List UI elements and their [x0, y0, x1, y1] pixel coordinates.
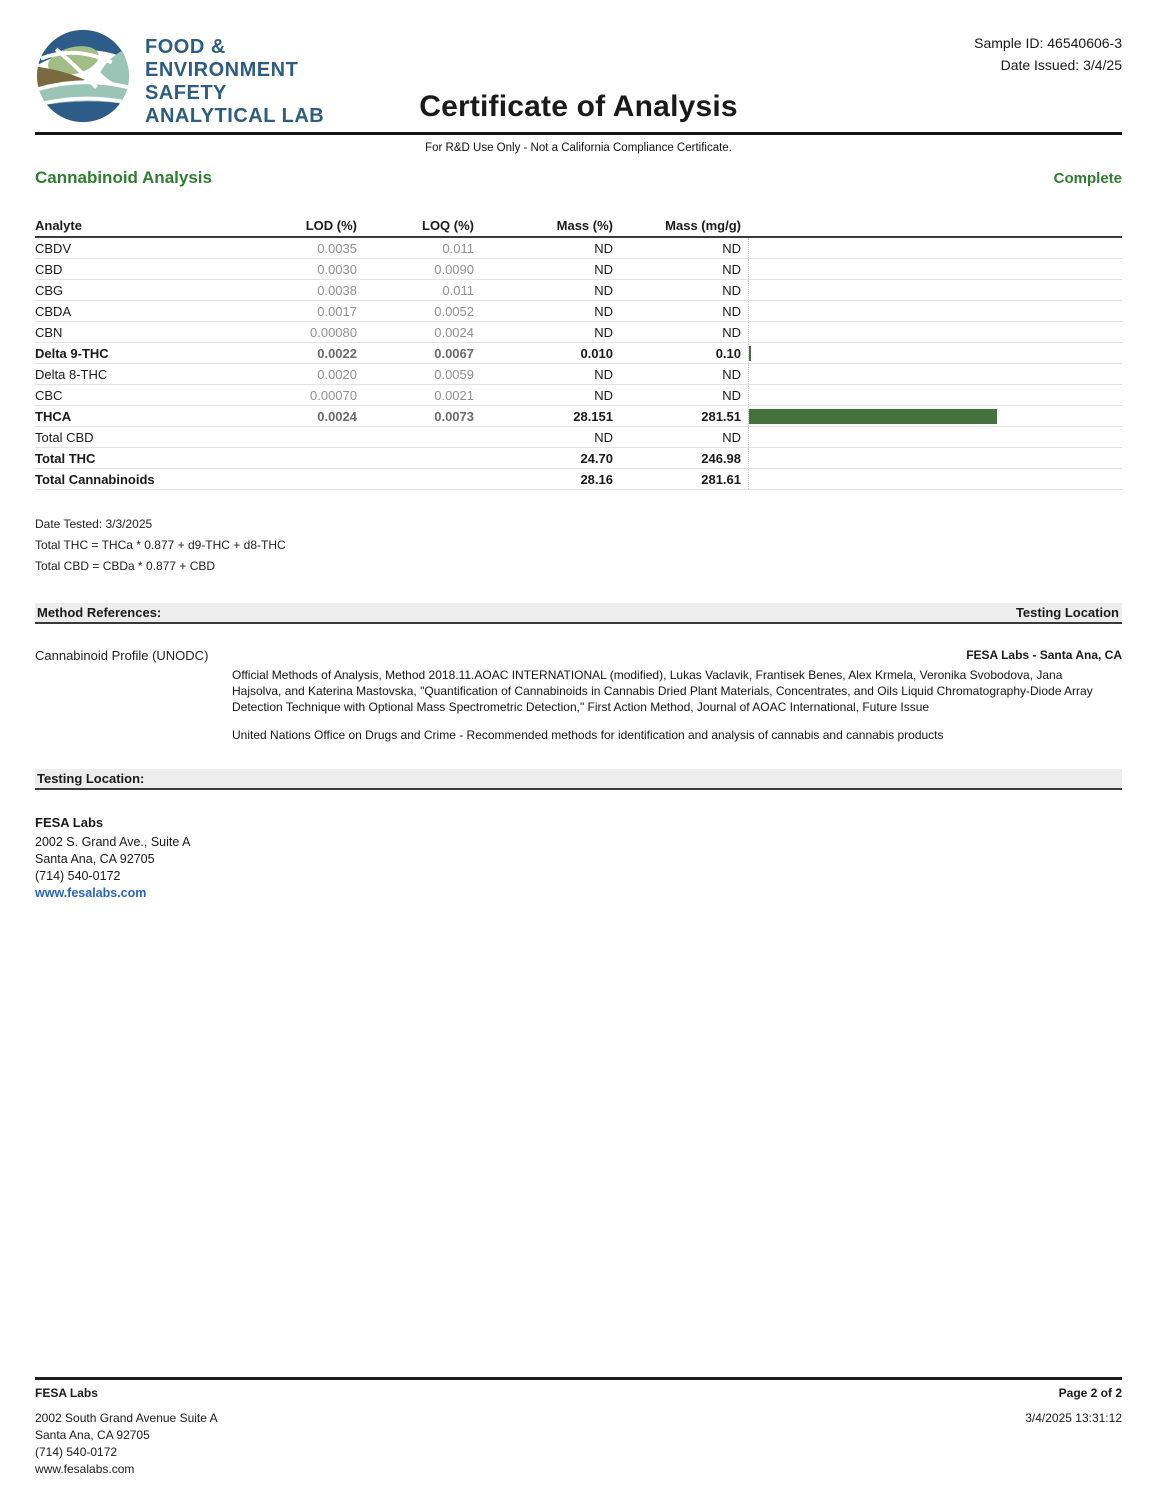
mass-bar-track [748, 343, 1122, 363]
table-row [35, 343, 1122, 364]
sample-meta [974, 28, 1122, 76]
print-timestamp: 3/4/2025 13:31:12 [1025, 1411, 1122, 1425]
footer-lab-name: FESA Labs [35, 1386, 98, 1400]
lab-name-line2: ENVIRONMENT [145, 59, 299, 81]
table-row [35, 406, 1122, 427]
analysis-title: Cannabinoid Analysis [35, 168, 212, 187]
testing-location-band [35, 769, 1122, 790]
cell-mass-pct: ND [594, 240, 613, 256]
table-row [35, 280, 1122, 301]
col-lod: LOD (%) [305, 217, 357, 233]
cannabinoid-table [35, 214, 1122, 490]
method-references-band [35, 603, 1122, 624]
compliance-note: For R&D Use Only - Not a California Compliance Certificate. [425, 142, 732, 154]
total-cbd-formula: Total CBD = CBDa * 0.877 + CBD [35, 559, 216, 573]
lab-name-line3: SAFETY [145, 82, 227, 104]
lab-phone: (714) 540-0172 [35, 869, 121, 883]
cell-mass-mg: ND [722, 240, 741, 256]
cell-mass-mg: ND [722, 261, 741, 277]
cell-analyte: Delta 9-THC [35, 345, 109, 361]
footer-website: www.fesalabs.com [35, 1462, 135, 1476]
mass-bar-track [748, 385, 1122, 405]
cell-mass-mg: ND [722, 303, 741, 319]
cell-analyte: Total THC [35, 450, 96, 466]
cell-analyte: CBC [35, 387, 63, 403]
mass-bar-track [748, 280, 1122, 300]
cell-lod: 0.00070 [310, 387, 357, 403]
cell-mass-pct: ND [594, 324, 613, 340]
col-analyte: Analyte [35, 217, 82, 233]
cell-mass-pct: ND [594, 387, 613, 403]
date-tested-note: Date Tested: 3/3/2025 [35, 517, 153, 531]
cell-mass-mg: ND [722, 387, 741, 403]
cell-mass-mg: 246.98 [701, 450, 741, 466]
date-issued: Date Issued: 3/4/25 [1000, 57, 1122, 73]
cell-lod: 0.0017 [317, 303, 357, 319]
col-mass-mg: Mass (mg/g) [665, 217, 741, 233]
footer-address1: 2002 South Grand Avenue Suite A [35, 1411, 218, 1425]
cell-lod: 0.0022 [317, 345, 357, 361]
cell-mass-mg: ND [722, 324, 741, 340]
cell-loq: 0.011 [442, 282, 474, 298]
cell-analyte: CBDA [35, 303, 72, 319]
sample-id: Sample ID: 46540606-3 [974, 35, 1122, 51]
table-row [35, 364, 1122, 385]
cell-analyte: CBD [35, 261, 63, 277]
mass-bar-track [748, 301, 1122, 321]
table-row [35, 448, 1122, 469]
cell-mass-mg: 281.61 [701, 471, 741, 487]
cell-loq: 0.0024 [434, 324, 474, 340]
cell-mass-pct: ND [594, 282, 613, 298]
cell-lod: 0.00080 [310, 324, 357, 340]
mass-bar-track [748, 238, 1122, 258]
lab-brand [35, 28, 324, 128]
table-row [35, 301, 1122, 322]
mass-bar-track [748, 364, 1122, 384]
cell-analyte: CBG [35, 282, 64, 298]
cell-mass-pct: ND [594, 303, 613, 319]
method-row [35, 648, 1122, 663]
cell-lod: 0.0024 [317, 408, 357, 424]
cell-lod: 0.0020 [317, 366, 357, 382]
cell-analyte: THCA [35, 408, 72, 424]
mass-bar [749, 346, 751, 361]
lab-name [145, 36, 324, 128]
footer-phone: (714) 540-0172 [35, 1445, 118, 1459]
mass-bar-track [748, 469, 1122, 489]
cell-loq: 0.0073 [434, 408, 474, 424]
testing-location-label: Testing Location: [37, 771, 145, 786]
table-row [35, 427, 1122, 448]
cell-mass-pct: 28.16 [580, 471, 613, 487]
lab-address2: Santa Ana, CA 92705 [35, 852, 155, 866]
profile-label: Cannabinoid Profile (UNODC) [35, 648, 209, 663]
cell-mass-mg: ND [722, 282, 741, 298]
cell-mass-mg: 0.10 [715, 345, 741, 361]
footer-divider [35, 1377, 1122, 1380]
cell-mass-pct: 0.010 [580, 345, 613, 361]
table-body [35, 238, 1122, 490]
cell-analyte: Total Cannabinoids [35, 471, 155, 487]
col-mass-pct: Mass (%) [556, 217, 613, 233]
method-references-label: Method References: [37, 605, 162, 620]
mass-bar-track [748, 448, 1122, 468]
lab-name-line4: ANALYTICAL LAB [145, 105, 325, 127]
cell-mass-pct: 28.151 [573, 408, 613, 424]
cell-analyte: CBDV [35, 240, 72, 256]
cell-analyte: Total CBD [35, 429, 94, 445]
lab-name-text: FESA Labs [35, 815, 104, 830]
cell-analyte: Delta 8-THC [35, 366, 108, 382]
footer-address-block [35, 1410, 218, 1478]
cell-mass-mg: ND [722, 366, 741, 382]
cell-lod: 0.0035 [317, 240, 357, 256]
testing-location-block [35, 814, 1122, 902]
cell-mass-pct: ND [594, 429, 613, 445]
lab-address1: 2002 S. Grand Ave., Suite A [35, 835, 191, 849]
table-row [35, 259, 1122, 280]
cell-mass-mg: 281.51 [701, 408, 741, 424]
cell-loq: 0.0059 [434, 366, 474, 382]
page-number: Page 2 of 2 [1058, 1386, 1122, 1400]
fesa-lab-logo-icon [35, 28, 131, 124]
col-bar-spacer [748, 214, 1122, 236]
cell-mass-pct: 24.70 [580, 450, 613, 466]
header-divider [35, 132, 1122, 135]
cell-loq: 0.0021 [434, 387, 474, 403]
method-paragraphs [232, 667, 1112, 743]
cell-lod: 0.0038 [317, 282, 357, 298]
col-loq: LOQ (%) [422, 217, 474, 233]
cell-loq: 0.0090 [434, 261, 474, 277]
cell-loq: 0.011 [442, 240, 474, 256]
footer-address2: Santa Ana, CA 92705 [35, 1428, 150, 1442]
testing-location-band-label: Testing Location [1015, 605, 1119, 620]
analysis-section-header [35, 168, 1122, 188]
testing-location-value: FESA Labs - Santa Ana, CA [966, 648, 1122, 662]
cell-analyte: CBN [35, 324, 63, 340]
unodc-reference: United Nations Office on Drugs and Crime - Recommended methods for identification and analysis of cannabis and cannabis products [232, 728, 944, 742]
lab-name-line1: FOOD & [145, 36, 226, 58]
mass-bar [749, 409, 997, 424]
table-row [35, 385, 1122, 406]
mass-bar-track [748, 259, 1122, 279]
table-header-row [35, 214, 1122, 238]
lab-website-link[interactable]: www.fesalabs.com [35, 886, 147, 900]
total-thc-formula: Total THC = THCa * 0.877 + d9-THC + d8-THC [35, 538, 286, 552]
mass-bar-track [748, 406, 1122, 426]
cell-lod: 0.0030 [317, 261, 357, 277]
aoac-reference: Official Methods of Analysis, Method 2018.11.AOAC INTERNATIONAL (modified), Lukas Vaclavik, Frantisek Benes, Alex Krmela, Veronika Svobodova, Jana Hajsolva, and Katerina Mastovska, "Quantification of Cannabinoids in Cannabis Dried Plant Materials, Concentrates, and Oils Liquid Chromatography-Diode Array Detection Technique with Optional Mass Spectrometric Detection," First Action Method, Journal of AOAC International, Future Issue [232, 668, 1093, 714]
page-title: Certificate of Analysis [419, 90, 738, 123]
status-badge: Complete [1053, 170, 1122, 187]
table-row [35, 469, 1122, 490]
mass-bar-track [748, 322, 1122, 342]
cell-mass-mg: ND [722, 429, 741, 445]
cell-mass-pct: ND [594, 261, 613, 277]
table-row [35, 238, 1122, 259]
cell-mass-pct: ND [594, 366, 613, 382]
cell-loq: 0.0067 [434, 345, 474, 361]
table-notes [35, 514, 1122, 577]
footer [35, 1377, 1122, 1478]
cell-loq: 0.0052 [434, 303, 474, 319]
mass-bar-track [748, 427, 1122, 447]
table-row [35, 322, 1122, 343]
